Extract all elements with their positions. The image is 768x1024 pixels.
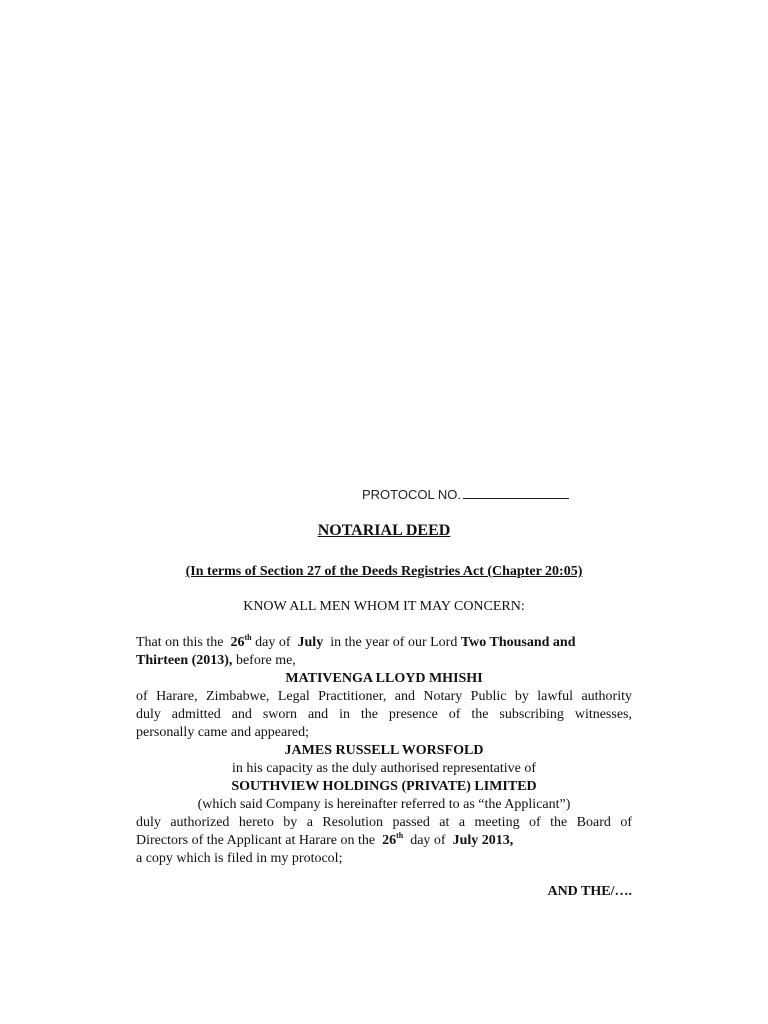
company-reference: (which said Company is hereinafter referred to as “the Applicant”) <box>197 797 571 812</box>
resolution-month-year: July 2013, <box>452 833 514 848</box>
capacity-text: in his capacity as the duly authorised representative of <box>231 761 536 776</box>
appearer-name-text: JAMES RUSSELL WORSFOLD <box>284 743 484 758</box>
resolution-line1: duly authorized hereto by a Resolution passed at a meeting of the Board of <box>136 815 632 830</box>
before-me-text: before me, <box>235 653 296 668</box>
resolution-day-of-text: day of <box>410 833 446 848</box>
protocol-number <box>362 486 569 502</box>
day-number: 26 <box>230 635 245 650</box>
resolution-line2 <box>136 832 632 850</box>
resolution-day-number: 26 <box>382 833 397 848</box>
protocol-number-blank <box>463 486 569 499</box>
year-words-part1: Two Thousand and <box>460 635 576 650</box>
deed-body <box>136 634 632 868</box>
notary-name-text: MATIVENGA LLOYD MHISHI <box>285 671 483 686</box>
notary-description-line3: personally came and appeared; <box>136 725 309 740</box>
continuation-footer: AND THE/…. <box>547 884 632 899</box>
notary-description-line2: duly admitted and sworn and in the presence of the subscribing witnesses, <box>136 707 632 722</box>
company-name <box>136 778 632 796</box>
resolution-date-intro: Directors of the Applicant at Harare on the <box>136 833 376 848</box>
year-intro-text: in the year of our Lord <box>330 635 458 650</box>
day-suffix: th <box>244 633 252 642</box>
year-words-part2: Thirteen (2013), <box>136 653 233 668</box>
document-title: NOTARIAL DEED <box>317 522 451 539</box>
notary-name <box>136 670 632 688</box>
body-line-date <box>136 634 632 652</box>
notary-description-line1: of Harare, Zimbabwe, Legal Practitioner, and Notary Public by lawful authority <box>136 689 632 704</box>
resolution-day-suffix: th <box>396 831 404 840</box>
date-intro-text: That on this the <box>136 635 224 650</box>
body-line-year <box>136 652 632 670</box>
protocol-label: PROTOCOL NO. <box>362 487 461 502</box>
appearer-name <box>136 742 632 760</box>
day-of-text: day of <box>255 635 291 650</box>
copy-filed-line: a copy which is filed in my protocol; <box>136 851 343 866</box>
intro-heading: KNOW ALL MEN WHOM IT MAY CONCERN: <box>243 599 525 614</box>
month-text: July <box>297 635 324 650</box>
document-subtitle: (In terms of Section 27 of the Deeds Registries Act (Chapter 20:05) <box>185 564 583 579</box>
company-name-text: SOUTHVIEW HOLDINGS (PRIVATE) LIMITED <box>231 779 537 794</box>
